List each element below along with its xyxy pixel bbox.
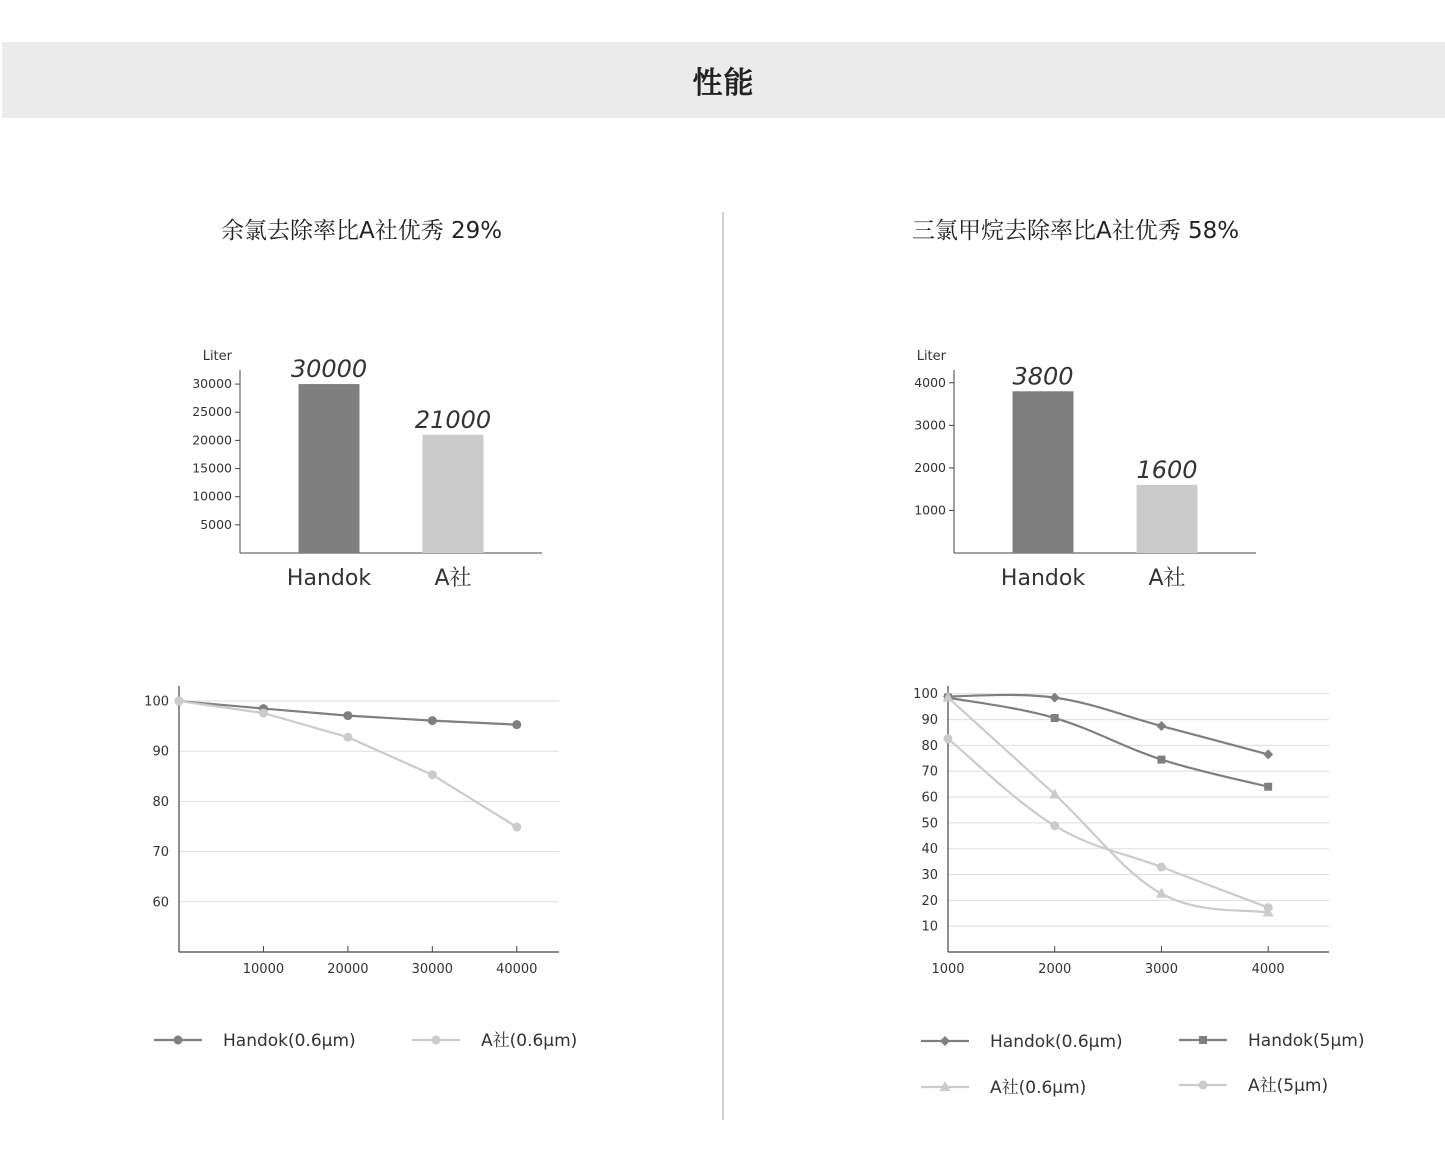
line-left-x-tick-label: 30000 [411,962,454,977]
line-left-x-tick-label: 20000 [327,962,369,977]
bar-left-category-label: Handok [286,566,372,591]
line-right-y-tick-label: 30 [921,868,938,884]
line-right-y-tick-label: 40 [921,842,938,858]
line-right-legend-label: Handok(0.6μm) [990,1032,1123,1052]
line-left-y-tick-label: 60 [152,895,169,911]
line-right-y-tick-label: 80 [921,738,938,754]
line-right-y-tick-label: 50 [921,816,938,832]
line-left-y-tick-label: 90 [152,744,169,760]
line-right-data-point [1050,821,1059,830]
line-right-series-line [948,698,1268,913]
bar-left-data-label: 30000 [290,355,368,384]
line-right-x-tick-label: 1000 [931,962,965,977]
line-left-y-tick-label: 80 [152,794,169,810]
bar-left-y-tick-label: 25000 [192,404,232,420]
line-right-y-tick-label: 20 [921,893,938,909]
bar-right-y-tick-label: 2000 [914,459,946,475]
line-right-x-tick-label: 2000 [1038,962,1072,977]
bar-left-y-tick-label: 5000 [200,516,232,532]
bar-right-data-label: 1600 [1136,455,1198,484]
line-right-data-point [944,734,953,743]
line-right-data-point [1157,863,1166,872]
line-left-y-tick-label: 100 [144,694,169,710]
page-title: 性能 [692,66,755,101]
line-right-y-tick-label: 90 [921,713,938,729]
left-section-title: 余氯去除率比A社优秀 29% [221,218,503,244]
bar-left-y-tick-label: 15000 [192,460,232,476]
bar-right-ylabel: Liter [916,349,946,364]
bar-left-y-tick-label: 10000 [192,488,232,504]
line-left-legend-label: A社(0.6μm) [481,1031,578,1051]
bar-left-category-label: A社 [434,566,472,591]
line-right-data-point [1264,783,1272,791]
line-right-x-tick-label: 3000 [1144,962,1178,977]
line-right-data-point [1156,721,1166,731]
line-right-data-point [1051,714,1059,722]
bar-right-y-tick-label: 3000 [914,417,946,433]
bar-right-y-tick-label: 1000 [914,502,946,518]
bar-left-y-tick-label: 30000 [192,376,232,392]
line-right-legend-label: Handok(5μm) [1248,1031,1365,1051]
line-right-y-tick-label: 100 [913,687,938,703]
bar-left-ylabel: Liter [202,349,232,364]
line-right-data-point [1264,903,1273,912]
line-right-y-tick-label: 10 [921,919,938,935]
line-right-legend-marker [940,1036,950,1046]
line-left-x-tick-label: 10000 [242,962,285,977]
bar-left-y-tick-label: 20000 [192,432,232,448]
line-right-y-tick-label: 60 [921,790,938,806]
line-right-legend-label: A社(0.6μm) [990,1078,1087,1098]
line-right-data-point [1157,756,1165,764]
line-right-legend-marker [1199,1036,1207,1044]
line-right-legend-label: A社(5μm) [1248,1076,1329,1096]
bar-right-category-label: A社 [1148,566,1186,591]
bar-right-data-label: 3800 [1012,362,1074,391]
bar-right-y-tick-label: 4000 [914,374,946,390]
line-right-legend-marker [1199,1081,1208,1090]
line-right-x-tick-label: 4000 [1251,962,1285,977]
line-right-data-point [1263,749,1273,759]
bar-left-data-label: 21000 [414,405,492,434]
line-left-y-tick-label: 70 [152,845,169,861]
right-section-title: 三氯甲烷去除率比A社优秀 58% [912,218,1240,244]
line-left-legend-label: Handok(0.6μm) [223,1031,356,1051]
bar-right-category-label: Handok [1000,566,1086,591]
line-left-x-tick-label: 40000 [496,962,538,977]
line-right-y-tick-label: 70 [921,764,938,780]
